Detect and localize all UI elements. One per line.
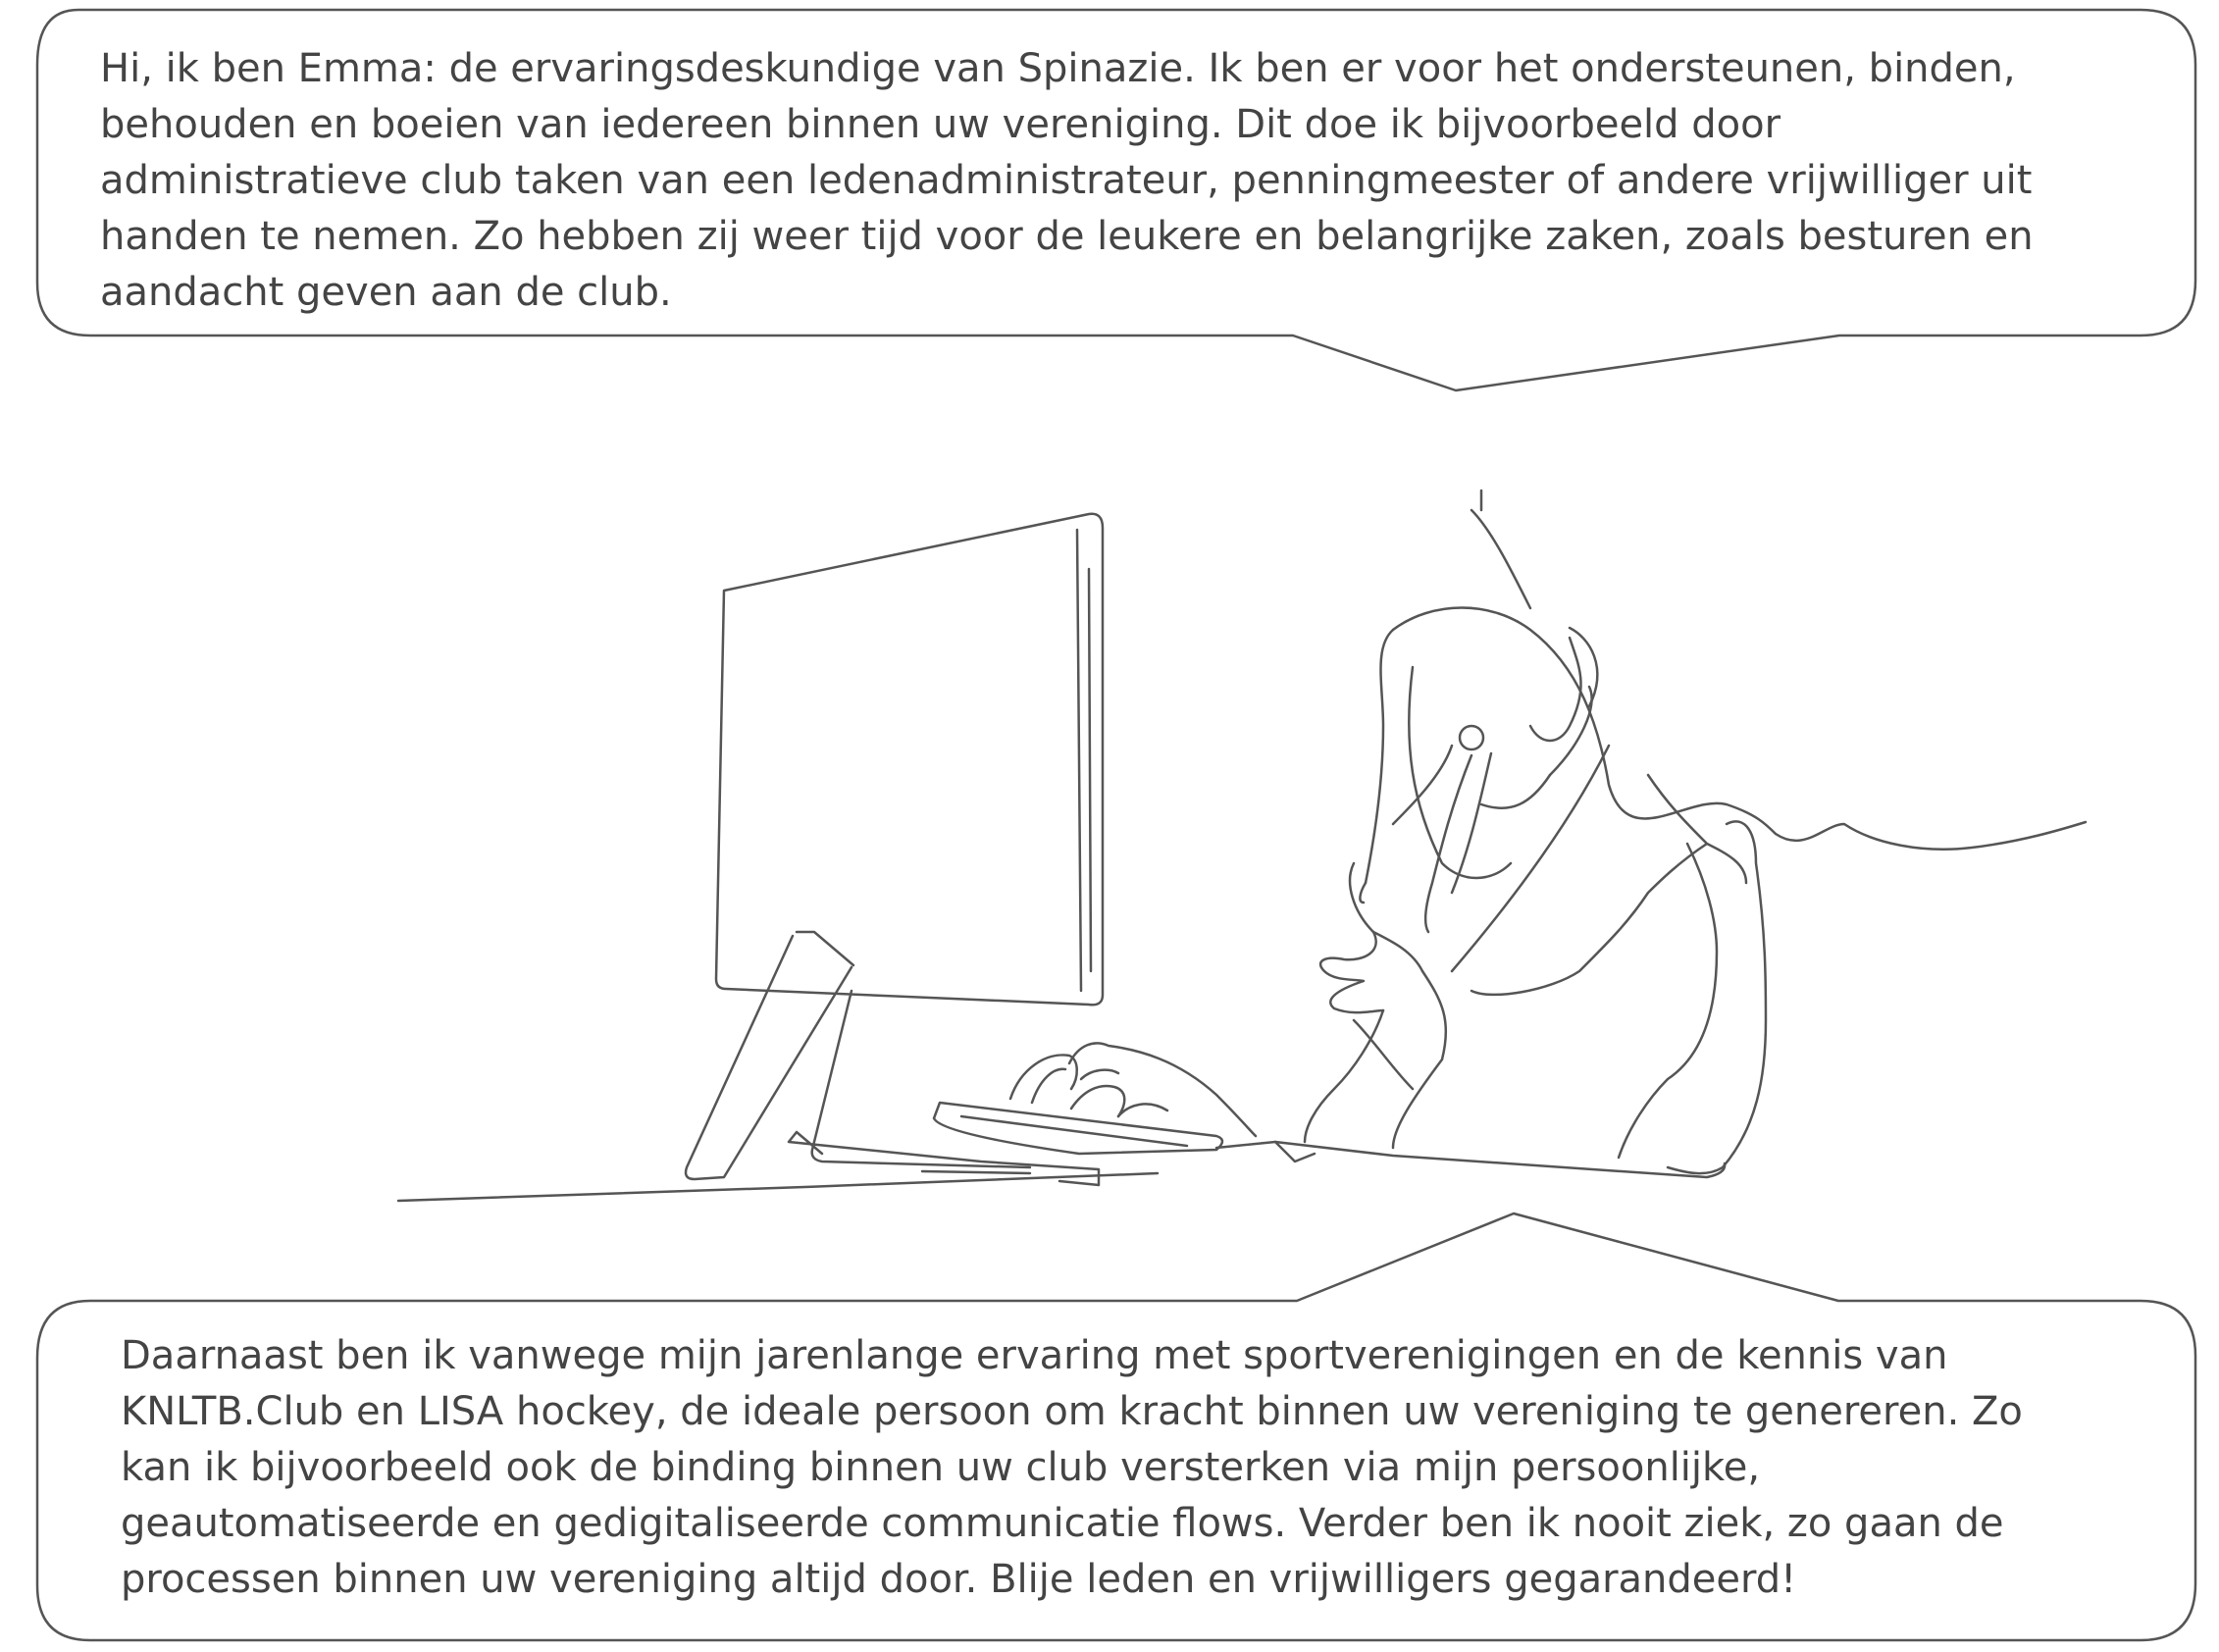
top-bubble-line: handen te nemen. Zo hebben zij weer tijd voor de leukere en belangrijke zaken, zoals besturen en (100, 214, 2034, 259)
bottom-bubble-line: KNLTB.Club en LISA hockey, de ideale persoon om kracht binnen uw vereniging te genereren. Zo (121, 1389, 2023, 1434)
bottom-bubble-line: Daarnaast ben ik vanwege mijn jarenlange ervaring met sportverenigingen en de kennis van (121, 1333, 1948, 1378)
top-bubble-text (100, 41, 2199, 321)
bottom-bubble-line: processen binnen uw vereniging altijd door. Blije leden en vrijwilligers gegarandeerd! (121, 1557, 1797, 1602)
bottom-bubble-line: kan ik bijvoorbeeld ook de binding binnen uw club versterken via mijn persoonlijke, (121, 1445, 1761, 1490)
woman-at-computer-illustration (398, 490, 2086, 1201)
top-bubble-line: behouden en boeien van iedereen binnen uw vereniging. Dit doe ik bijvoorbeeld door (100, 102, 1781, 147)
top-bubble-line: aandacht geven aan de club. (100, 270, 672, 315)
top-bubble-line: Hi, ik ben Emma: de ervaringsdeskundige van Spinazie. Ik ben er voor het ondersteunen, binden, (100, 46, 2016, 91)
bottom-bubble-line: geautomatiseerde en gedigitaliseerde communicatie flows. Verder ben ik nooit ziek, zo gaan de (121, 1501, 2004, 1546)
top-bubble-line: administratieve club taken van een ledenadministrateur, penningmeester of andere vrijwilliger uit (100, 158, 2033, 203)
bottom-bubble-text (121, 1328, 2200, 1608)
